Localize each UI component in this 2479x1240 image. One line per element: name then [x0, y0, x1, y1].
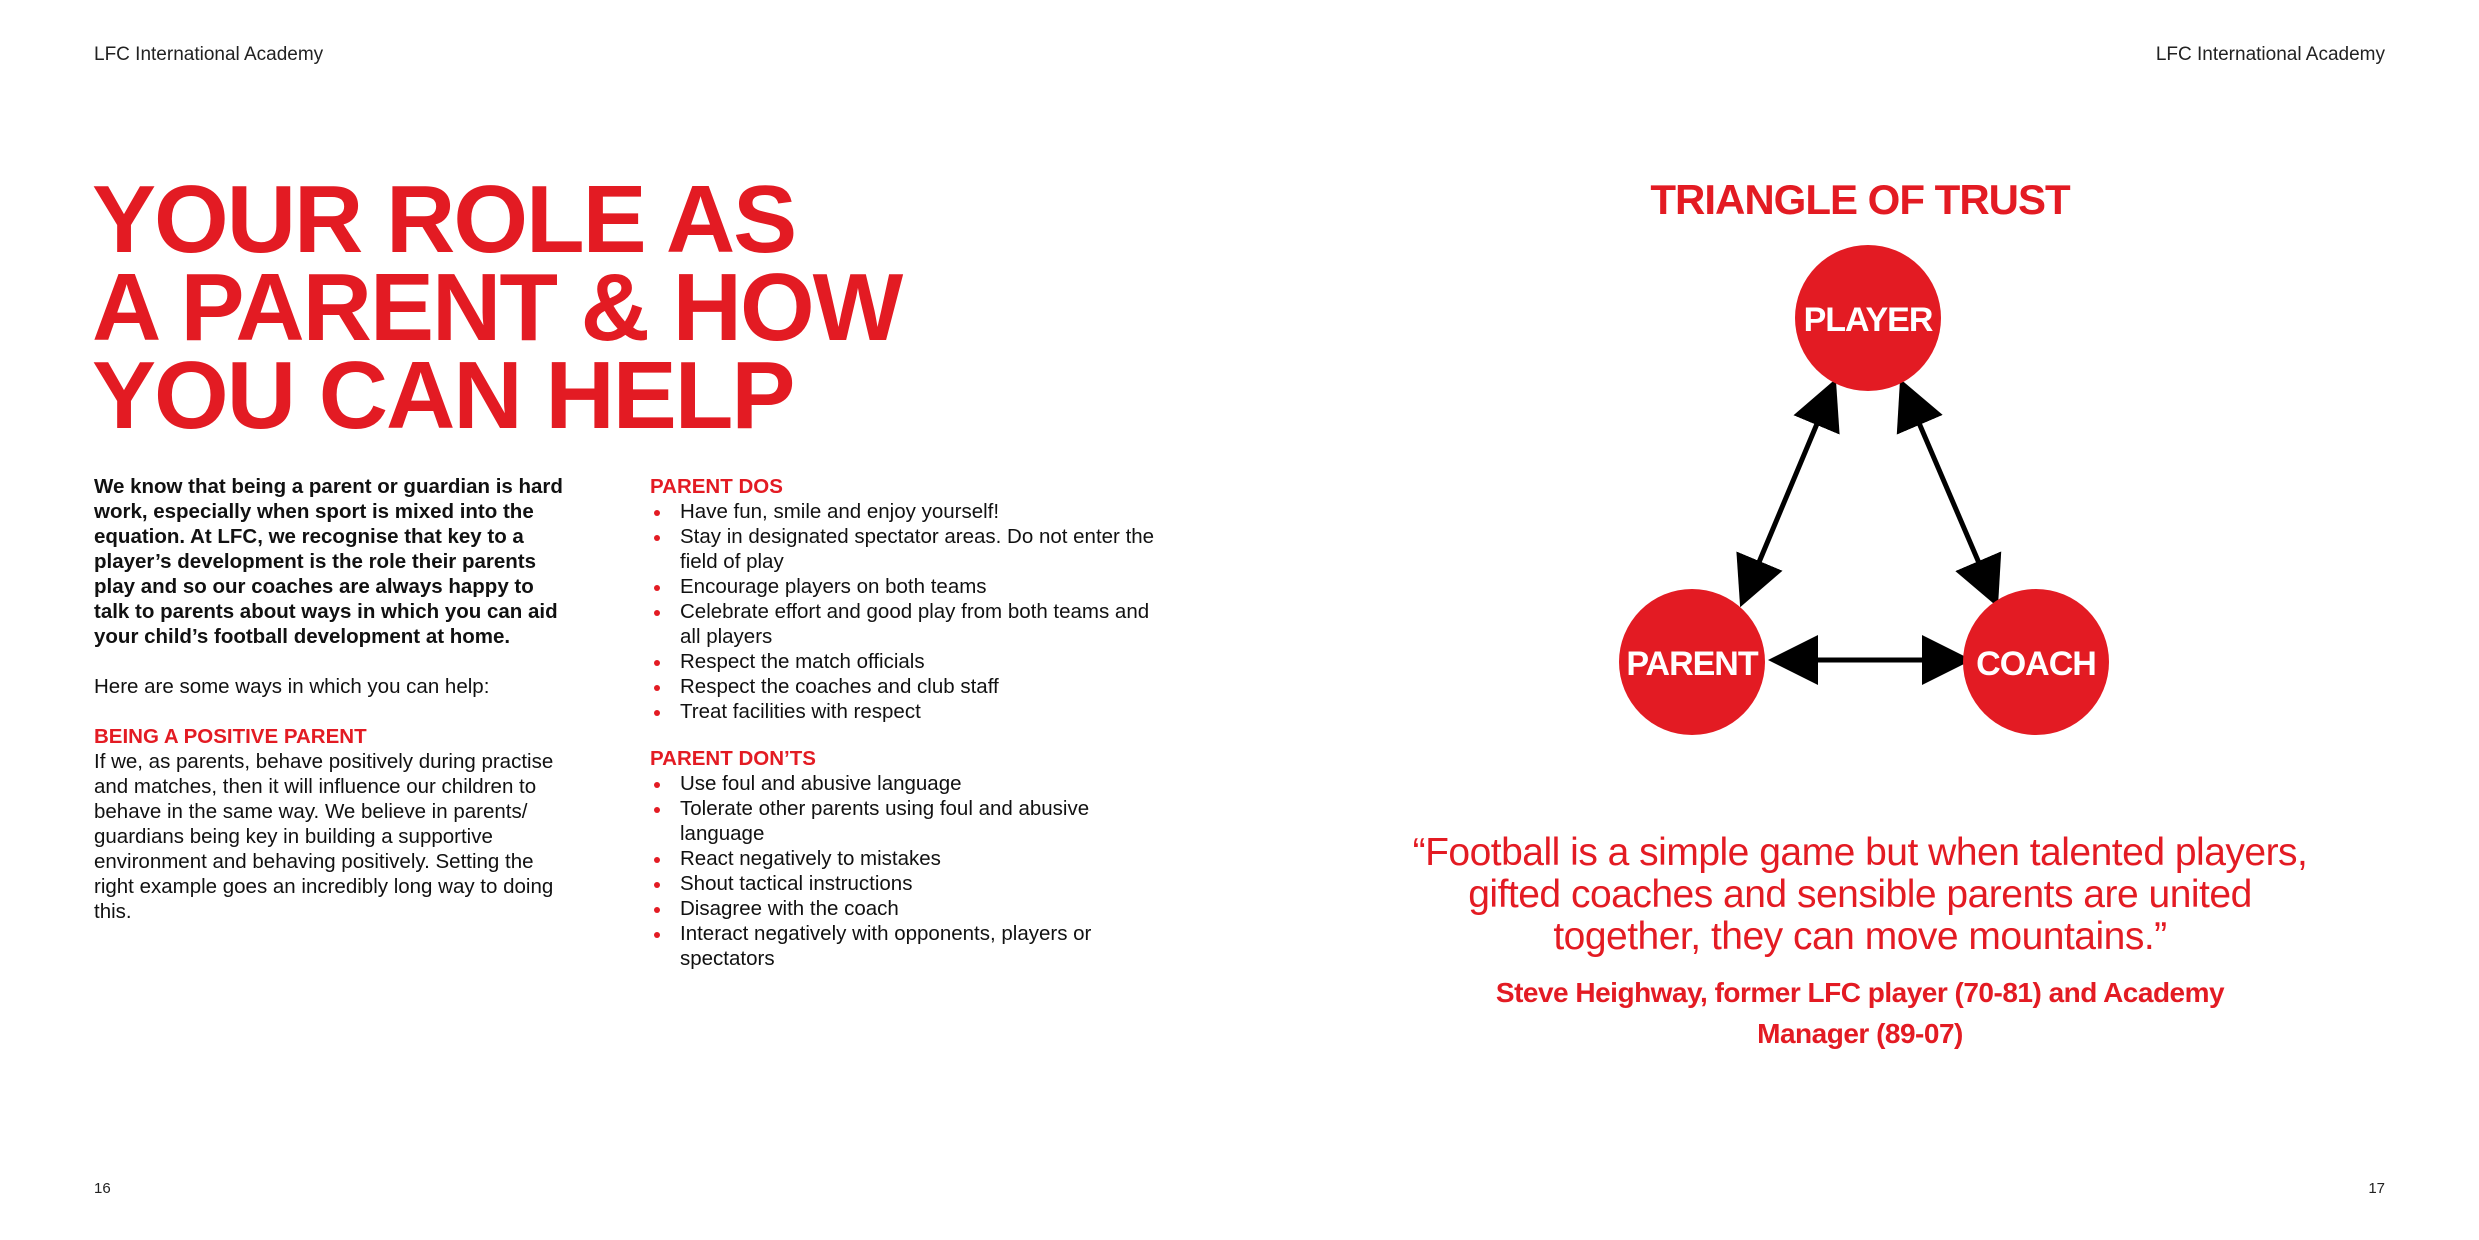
list-item: Treat facilities with respect [650, 699, 1170, 724]
coach-label: COACH [1976, 645, 2096, 683]
player-label: PLAYER [1803, 301, 1933, 339]
bullet-icon [654, 932, 660, 938]
triangle-title: TRIANGLE OF TRUST [1650, 176, 2070, 223]
header-right: LFC International Academy [2155, 44, 2385, 65]
list-item: Disagree with the coach [650, 896, 1170, 921]
donts-list [650, 771, 1170, 971]
triangle-of-trust-diagram [1600, 240, 2120, 760]
bullet-icon [654, 610, 660, 616]
bullet-icon [654, 510, 660, 516]
list-item: Shout tactical instructions [650, 871, 1170, 896]
page-number-left: 16 [94, 1180, 111, 1197]
donts-heading: PARENT DON’TS [650, 747, 816, 770]
list-item: Use foul and abusive language [650, 771, 1170, 796]
positive-parent-text: If we, as parents, behave positively during practise and matches, then it will influence our children to behave in the same way. We believe in parents/ guardians being key in building a supportive environment and behaving positively. Setting the right example goes an incredibly long way to doing this. [94, 750, 554, 923]
bullet-icon [654, 782, 660, 788]
arrow-player-coach [1904, 388, 1994, 598]
bullet-icon [654, 857, 660, 863]
parent-label: PARENT [1626, 645, 1758, 683]
list-item: Encourage players on both teams [650, 574, 1170, 599]
page-title [92, 166, 902, 449]
list-item: Tolerate other parents using foul and abusive language [650, 796, 1170, 846]
list-item: Interact negatively with opponents, players or spectators [650, 921, 1170, 971]
bullet-icon [654, 535, 660, 541]
title-line-2: A PARENT & HOW [92, 254, 902, 361]
page-number-right: 17 [2368, 1180, 2385, 1197]
positive-parent-heading: BEING A POSITIVE PARENT [94, 725, 367, 748]
dos-list [650, 499, 1170, 724]
bullet-icon [654, 807, 660, 813]
bullet-icon [654, 907, 660, 913]
dos-heading: PARENT DOS [650, 475, 783, 498]
list-item: Celebrate effort and good play from both teams and all players [650, 599, 1170, 649]
header-left: LFC International Academy [94, 44, 324, 65]
right-column [650, 474, 1170, 971]
title-line-1: YOUR ROLE AS [92, 166, 796, 273]
list-item: Stay in designated spectator areas. Do not enter the field of play [650, 524, 1170, 574]
bullet-icon [654, 585, 660, 591]
bullet-icon [654, 882, 660, 888]
arrow-player-parent [1744, 388, 1832, 598]
list-item: React negatively to mistakes [650, 846, 1170, 871]
left-column [94, 474, 574, 924]
list-item: Respect the match officials [650, 649, 1170, 674]
list-item: Respect the coaches and club staff [650, 674, 1170, 699]
ways-intro: Here are some ways in which you can help: [94, 675, 490, 698]
title-line-3: YOU CAN HELP [92, 342, 794, 449]
bullet-icon [654, 685, 660, 691]
bullet-icon [654, 710, 660, 716]
quote-attribution: Steve Heighway, former LFC player (70-81) and Academy Manager (89-07) [1495, 977, 2225, 1049]
intro-paragraph: We know that being a parent or guardian is hard work, especially when sport is mixed into the equation. At LFC, we recognise that key to a player’s development is the role their parents play and so our coaches are always happy to talk to parents about ways in which you can aid your child’s football development at home. [94, 475, 563, 648]
bullet-icon [654, 660, 660, 666]
quote-text: “Football is a simple game but when talented players, gifted coaches and sensible parents are united together, they can move mountains.” [1412, 831, 2308, 958]
list-item: Have fun, smile and enjoy yourself! [650, 499, 1170, 524]
